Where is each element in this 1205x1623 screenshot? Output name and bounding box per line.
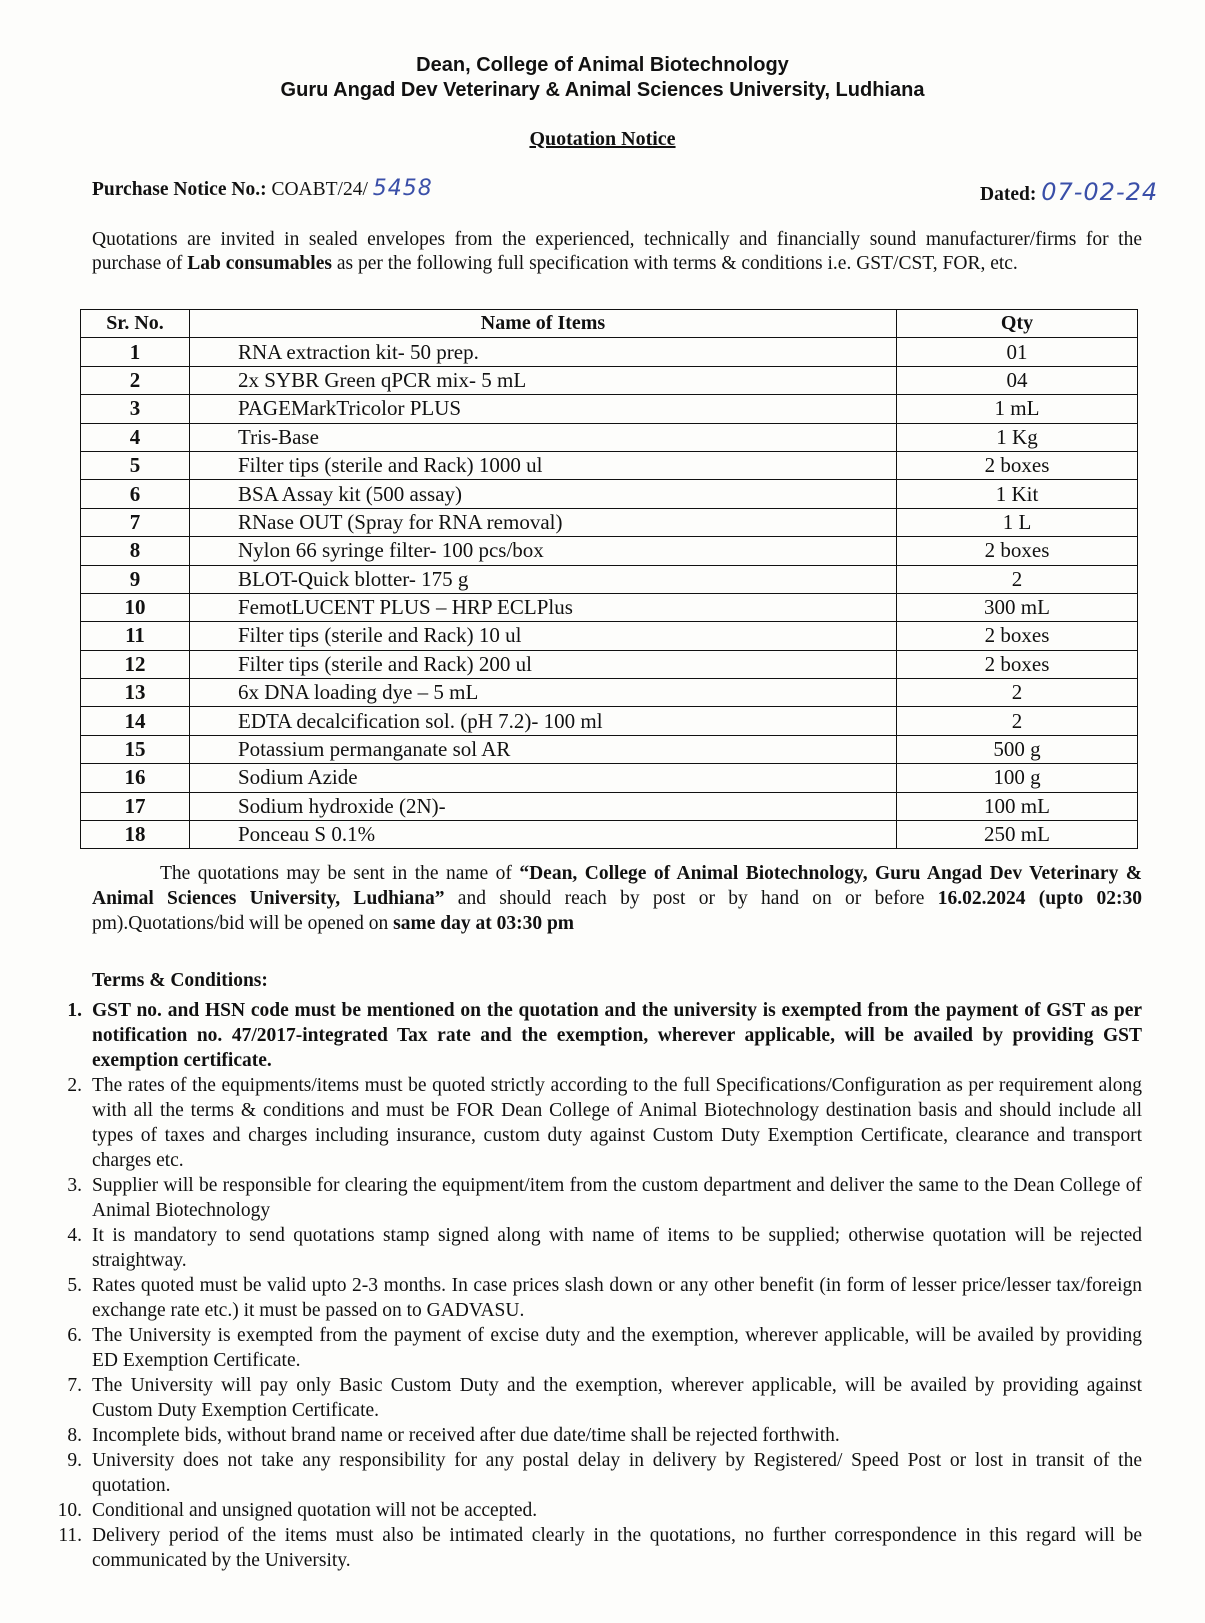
term-number: 10.	[57, 1500, 82, 1521]
table-row	[81, 821, 1138, 849]
qty-cell: 1 Kit	[897, 480, 1138, 508]
header-name-of-items: Name of Items	[190, 310, 897, 338]
qty-cell: 500 g	[897, 735, 1138, 763]
sr-no-cell: 6	[81, 480, 190, 508]
item-name-cell: 6x DNA loading dye – 5 mL	[190, 679, 897, 707]
term-number: 2.	[67, 1075, 82, 1096]
submission-paragraph	[92, 861, 1142, 936]
term-text: The rates of the equipments/items must be quoted strictly according to the full Specifications/Configuration as per requirement along with all the terms & conditions and must be FOR Dean College of Animal Biotechnology destination basis and should include all types of taxes and charges including insurance, custom duty against Custom Duty Exemption Certificate, clearance and transport charges etc.	[92, 1075, 1142, 1171]
item-name-cell: Ponceau S 0.1%	[190, 821, 897, 849]
term-number: 6.	[67, 1325, 82, 1346]
qty-cell: 2	[897, 679, 1138, 707]
dated-handwritten: 07-02-24	[1041, 178, 1159, 206]
submission-addressee: “Dean, College of Animal Biotechnology, Guru Angad Dev Veterinary & Animal Sciences University, Ludhiana”	[92, 863, 1143, 909]
header-line-2: Guru Angad Dev Veterinary & Animal Sciences University, Ludhiana	[280, 79, 925, 101]
qty-cell: 1 mL	[897, 395, 1138, 423]
qty-cell: 300 mL	[897, 593, 1138, 621]
header-sr-no: Sr. No.	[81, 310, 190, 338]
item-name-cell: Filter tips (sterile and Rack) 200 ul	[190, 650, 897, 678]
sr-no-cell: 1	[81, 338, 190, 366]
qty-cell: 1 Kg	[897, 423, 1138, 451]
term-number: 11.	[58, 1525, 82, 1546]
sr-no-cell: 18	[81, 821, 190, 849]
purchase-notice-handwritten-number: 5458	[372, 176, 433, 201]
sr-no-cell: 3	[81, 395, 190, 423]
intro-paragraph	[92, 228, 1142, 276]
qty-cell: 2	[897, 707, 1138, 735]
sr-no-cell: 8	[81, 537, 190, 565]
submission-text-3: pm).Quotations/bid will be opened on	[92, 913, 394, 934]
table-row	[81, 622, 1138, 650]
term-text: Delivery period of the items must also be intimated clearly in the quotations, no further correspondence in this regard will be communicated by the University.	[92, 1525, 1142, 1571]
sr-no-cell: 9	[81, 565, 190, 593]
qty-cell: 2	[897, 565, 1138, 593]
intro-text: Quotations are invited in sealed envelopes from the experienced, technically and financially sound manufacturer/firms for the purchase of	[92, 229, 1142, 274]
submission-text-1: The quotations may be sent in the name of	[160, 863, 520, 884]
term-number: 1.	[67, 1000, 82, 1021]
table-row	[81, 735, 1138, 763]
list-item	[38, 1373, 1142, 1423]
page-title: Quotation Notice	[529, 128, 676, 150]
list-item	[38, 1273, 1142, 1323]
sr-no-cell: 15	[81, 735, 190, 763]
item-name-cell: RNA extraction kit- 50 prep.	[190, 338, 897, 366]
item-name-cell: PAGEMarkTricolor PLUS	[190, 395, 897, 423]
term-text: Rates quoted must be valid upto 2-3 months. In case prices slash down or any other benefit (in form of lesser price/lesser tax/foreign exchange rate etc.) it must be passed on to GADVASU.	[92, 1275, 1142, 1321]
table-row	[81, 451, 1138, 479]
intro-text-after: as per the following full specification with terms & conditions i.e. GST/CST, FOR, etc.	[331, 253, 1018, 274]
table-row	[81, 565, 1138, 593]
table-row	[81, 707, 1138, 735]
item-name-cell: EDTA decalcification sol. (pH 7.2)- 100 ml	[190, 707, 897, 735]
term-text: Incomplete bids, without brand name or received after due date/time shall be rejected forthwith.	[92, 1425, 840, 1446]
term-number: 4.	[67, 1225, 82, 1246]
sr-no-cell: 13	[81, 679, 190, 707]
table-header-row	[81, 310, 1138, 338]
item-name-cell: BLOT-Quick blotter- 175 g	[190, 565, 897, 593]
terms-title: Terms & Conditions:	[92, 970, 268, 991]
term-number: 3.	[67, 1175, 82, 1196]
item-name-cell: BSA Assay kit (500 assay)	[190, 480, 897, 508]
purchase-notice-number: COABT/24/	[271, 179, 368, 200]
list-item	[38, 1073, 1142, 1173]
qty-cell: 100 g	[897, 764, 1138, 792]
qty-cell: 100 mL	[897, 792, 1138, 820]
table-row	[81, 679, 1138, 707]
table-row	[81, 764, 1138, 792]
list-item	[38, 1448, 1142, 1498]
qty-cell: 1 L	[897, 508, 1138, 536]
item-name-cell: Filter tips (sterile and Rack) 1000 ul	[190, 451, 897, 479]
sr-no-cell: 4	[81, 423, 190, 451]
sr-no-cell: 7	[81, 508, 190, 536]
items-table	[80, 309, 1138, 849]
table-row	[81, 423, 1138, 451]
item-name-cell: FemotLUCENT PLUS – HRP ECLPlus	[190, 593, 897, 621]
qty-cell: 2 boxes	[897, 622, 1138, 650]
table-row	[81, 480, 1138, 508]
list-item	[38, 998, 1142, 1073]
list-item	[38, 1498, 1142, 1523]
qty-cell: 04	[897, 366, 1138, 394]
header-line-1: Dean, College of Animal Biotechnology	[416, 54, 789, 76]
table-row	[81, 650, 1138, 678]
sr-no-cell: 17	[81, 792, 190, 820]
item-name-cell: RNase OUT (Spray for RNA removal)	[190, 508, 897, 536]
sr-no-cell: 14	[81, 707, 190, 735]
table-row	[81, 537, 1138, 565]
table-row	[81, 395, 1138, 423]
dated	[980, 178, 1158, 206]
term-text: Supplier will be responsible for clearing the equipment/item from the custom department and deliver the same to the Dean College of Animal Biotechnology	[92, 1175, 1142, 1221]
submission-opening-time: same day at 03:30 pm	[393, 913, 575, 934]
header-qty: Qty	[897, 310, 1138, 338]
term-number: 8.	[67, 1425, 82, 1446]
purchase-notice-label: Purchase Notice No.:	[92, 179, 267, 200]
sr-no-cell: 5	[81, 451, 190, 479]
qty-cell: 2 boxes	[897, 537, 1138, 565]
terms-list	[38, 998, 1142, 1573]
term-text: University does not take any responsibility for any postal delay in delivery by Registered/ Speed Post or lost in transit of the quotation.	[92, 1450, 1142, 1496]
qty-cell: 2 boxes	[897, 650, 1138, 678]
term-text: It is mandatory to send quotations stamp signed along with name of items to be supplied; otherwise quotation will be rejected straightway.	[92, 1225, 1142, 1271]
list-item	[38, 1223, 1142, 1273]
list-item	[38, 1423, 1142, 1448]
list-item	[38, 1523, 1142, 1573]
table-row	[81, 508, 1138, 536]
term-text: The University is exempted from the payment of excise duty and the exemption, wherever applicable, will be availed by providing ED Exemption Certificate.	[92, 1325, 1142, 1371]
qty-cell: 2 boxes	[897, 451, 1138, 479]
item-name-cell: Tris-Base	[190, 423, 897, 451]
table-row	[81, 338, 1138, 366]
term-number: 5.	[67, 1275, 82, 1296]
qty-cell: 250 mL	[897, 821, 1138, 849]
item-name-cell: Sodium hydroxide (2N)-	[190, 792, 897, 820]
item-name-cell: Sodium Azide	[190, 764, 897, 792]
submission-deadline: 16.02.2024 (upto 02:30	[937, 888, 1142, 909]
term-number: 9.	[67, 1450, 82, 1471]
sr-no-cell: 16	[81, 764, 190, 792]
qty-cell: 01	[897, 338, 1138, 366]
intro-bold: Lab consumables	[187, 253, 332, 274]
item-name-cell: Potassium permanganate sol AR	[190, 735, 897, 763]
term-text: The University will pay only Basic Custom Duty and the exemption, wherever applicable, will be availed by providing against Custom Duty Exemption Certificate.	[92, 1375, 1142, 1421]
sr-no-cell: 11	[81, 622, 190, 650]
list-item	[38, 1173, 1142, 1223]
term-text: GST no. and HSN code must be mentioned on the quotation and the university is exempted from the payment of GST as per notification no. 47/2017-integrated Tax rate and the exemption, wherever applicable, will be availed by providing GST exemption certificate.	[92, 1000, 1142, 1071]
list-item	[38, 1323, 1142, 1373]
item-name-cell: 2x SYBR Green qPCR mix- 5 mL	[190, 366, 897, 394]
table-row	[81, 593, 1138, 621]
term-number: 7.	[67, 1375, 82, 1396]
purchase-notice	[92, 176, 433, 201]
sr-no-cell: 2	[81, 366, 190, 394]
sr-no-cell: 12	[81, 650, 190, 678]
term-text: Conditional and unsigned quotation will not be accepted.	[92, 1500, 538, 1521]
dated-label: Dated:	[980, 184, 1037, 205]
sr-no-cell: 10	[81, 593, 190, 621]
item-name-cell: Filter tips (sterile and Rack) 10 ul	[190, 622, 897, 650]
submission-text-2: and should reach by post or by hand on or before	[444, 888, 938, 909]
table-row	[81, 792, 1138, 820]
item-name-cell: Nylon 66 syringe filter- 100 pcs/box	[190, 537, 897, 565]
table-row	[81, 366, 1138, 394]
